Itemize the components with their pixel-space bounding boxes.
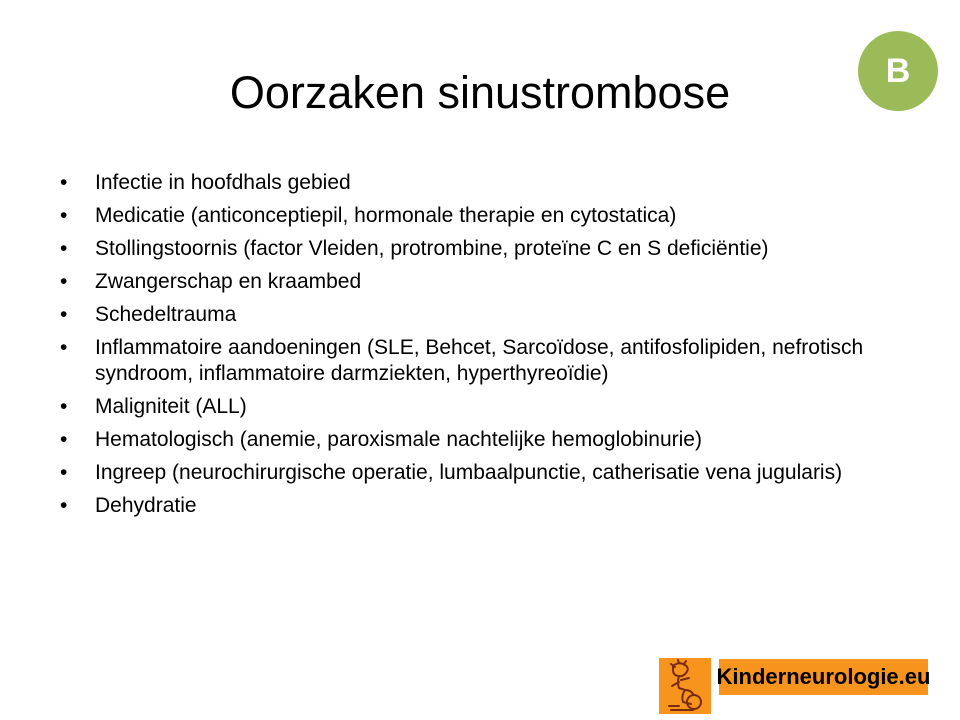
list-item-text: Schedeltrauma <box>95 303 237 326</box>
list-item <box>60 203 920 229</box>
list-item-text: Medicatie (anticonceptiepil, hormonale therapie en cytostatica) <box>95 204 677 227</box>
list-item-text: Dehydratie <box>95 494 197 517</box>
list-item <box>60 335 920 387</box>
bullet-glyph: • <box>60 395 68 418</box>
bullet-glyph: • <box>60 428 68 451</box>
list-item <box>60 269 920 295</box>
list-item-text: Infectie in hoofdhals gebied <box>95 171 351 194</box>
bullet-glyph: • <box>60 494 68 517</box>
bullet-glyph: • <box>60 237 68 260</box>
list-item <box>60 460 920 486</box>
logo-wordmark: Kinderneurologie.eu <box>719 659 928 695</box>
bullet-glyph: • <box>60 171 68 194</box>
section-badge: B <box>858 31 938 111</box>
list-item-text: Ingreep (neurochirurgische operatie, lumbaalpunctie, catherisatie vena jugularis) <box>95 461 843 484</box>
list-item-text: Inflammatoire aandoeningen (SLE, Behcet, Sarcoïdose, antifosfolipiden, nefrotisch syndroom, inflammatoire darmziekten, hyperthyreoïdie) <box>95 336 864 385</box>
list-item <box>60 427 920 453</box>
list-item-text: Maligniteit (ALL) <box>95 395 247 418</box>
list-item-text: Hematologisch (anemie, paroxismale nachtelijke hemoglobinurie) <box>95 428 702 451</box>
list-item <box>60 394 920 420</box>
list-item-text: Zwangerschap en kraambed <box>95 270 362 293</box>
slide-title: Oorzaken sinustrombose <box>229 67 731 118</box>
child-figure-icon <box>659 658 711 714</box>
bullet-list <box>60 170 920 526</box>
list-item <box>60 302 920 328</box>
list-item <box>60 493 920 519</box>
bullet-glyph: • <box>60 204 68 227</box>
bullet-glyph: • <box>60 270 68 293</box>
bullet-glyph: • <box>60 336 68 359</box>
list-item-text: Stollingstoornis (factor Vleiden, protrombine, proteïne C en S deficiëntie) <box>95 237 769 260</box>
site-logo <box>659 655 929 715</box>
list-item <box>60 236 920 262</box>
list-item <box>60 170 920 196</box>
bullet-glyph: • <box>60 303 68 326</box>
bullet-glyph: • <box>60 461 68 484</box>
